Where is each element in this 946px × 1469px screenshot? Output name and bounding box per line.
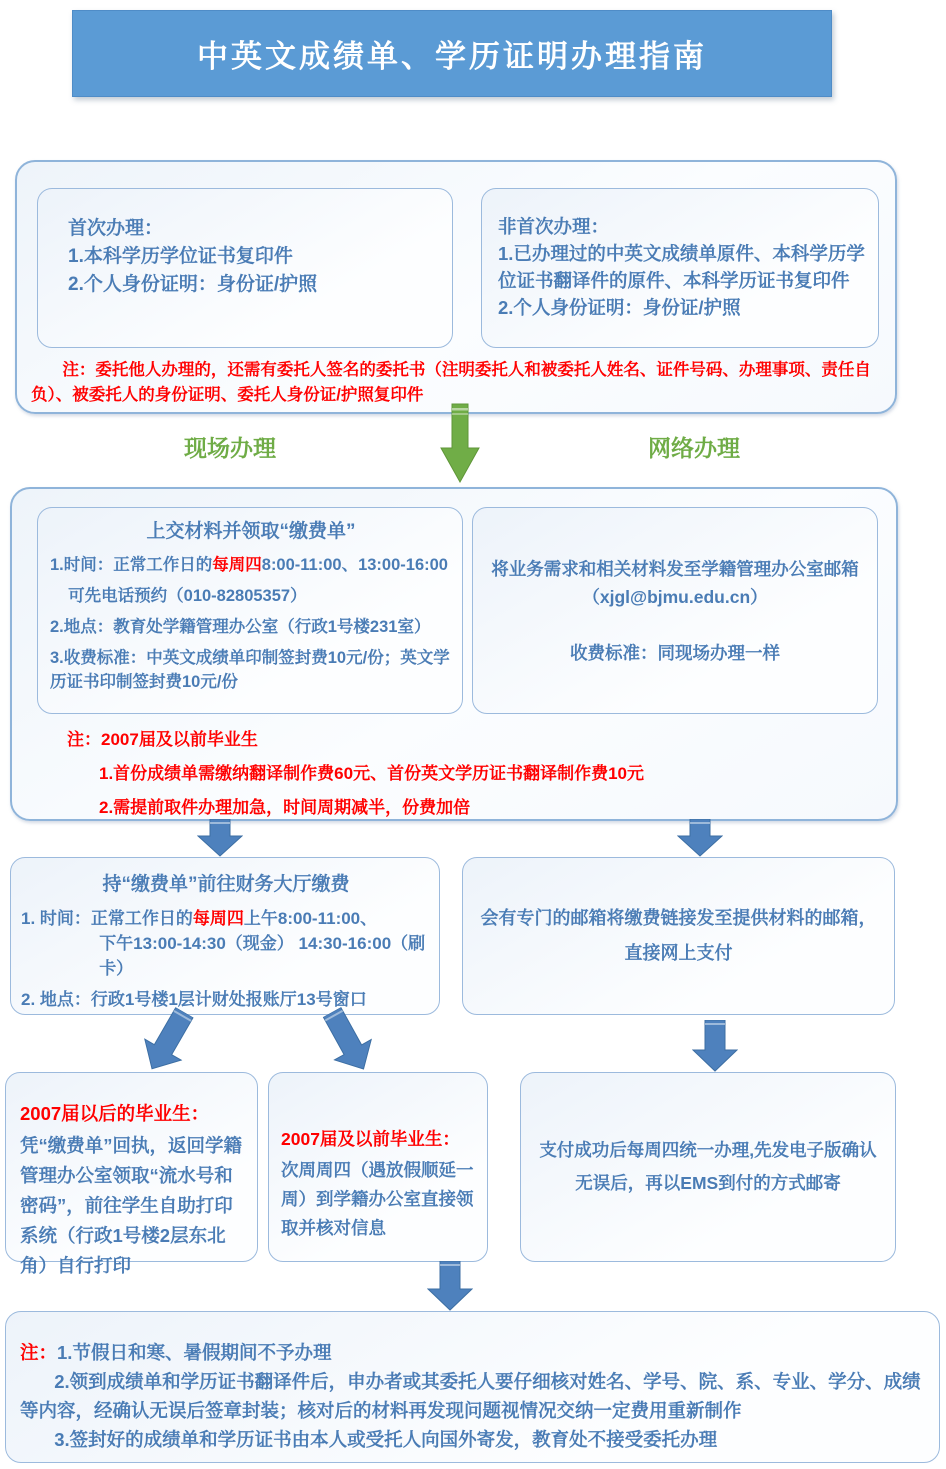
before2007-box: [268, 1072, 488, 1262]
onsite-submit-box: [37, 507, 463, 714]
thursday-highlight: 每周四: [192, 909, 244, 928]
online-submit-line1: 将业务需求和相关材料发至学籍管理办公室邮箱: [491, 558, 859, 579]
online-payment-line1: 会有专门的邮箱将缴费链接发至提供材料的邮箱，: [480, 908, 877, 928]
onsite-submit-time: 1.时间：正常工作日的每周四8:00-11:00、13:00-16:00: [50, 556, 448, 574]
first-time-item-1: 1.本科学历学位证书复印件: [68, 246, 293, 267]
pre2007-note-title: 注：2007届及以前毕业生: [67, 730, 258, 749]
footer-note-3: 3.签封好的成绩单和学历证书由本人或受托人向国外寄发，教育处不接受委托办理: [54, 1429, 718, 1450]
page-title-banner: [72, 10, 832, 97]
thursday-highlight: 每周四: [212, 556, 262, 574]
first-time-item-2: 2.个人身份证明：身份证/护照: [68, 274, 318, 295]
online-payment-line2: 直接网上支付: [624, 943, 733, 963]
after2007-box: [5, 1072, 258, 1276]
onsite-submit-phone: 可先电话预约（010-82805357）: [68, 587, 307, 605]
online-branch-label: 网络办理: [648, 435, 740, 461]
online-submit-email: （xjgl@bjmu.edu.cn）: [582, 586, 768, 607]
down-arrow-onsite-icon: [197, 819, 243, 857]
online-submit-fee: 收费标准：同现场办理一样: [570, 642, 780, 663]
pre2007-note-2: 2.需提前取件办理加急，时间周期减半，份费加倍: [99, 798, 471, 817]
down-arrow-bottom-icon: [427, 1261, 473, 1311]
repeat-title: 非首次办理：: [498, 216, 610, 237]
pre2007-notes: [67, 729, 644, 831]
down-arrow-green-icon: [440, 403, 480, 483]
first-time-title: 首次办理：: [68, 218, 164, 239]
repeat-item-2: 2.个人身份证明：身份证/护照: [498, 297, 741, 318]
before2007-body: 次周周四（遇放假顺延一周）到学籍办公室直接领取并核对信息: [281, 1160, 474, 1238]
footer-note-2: 2.领到成绩单和学历证书翻译件后，申办者或其委托人要仔细核对姓名、学号、院、系、专业、学分、成绩等内容，经确认无误后签章封装；核对后的材料再发现问题视情况交纳一定费用重新制作: [20, 1371, 921, 1421]
onsite-payment-box: [10, 857, 440, 1015]
submit-section: [10, 487, 898, 821]
pre2007-note-1: 1.首份成绩单需缴纳翻译制作费60元、首份英文学历证书翻译制作费10元: [99, 764, 644, 783]
repeat-box: [481, 188, 879, 348]
first-time-box: [37, 188, 453, 348]
onsite-submit-title: 上交材料并领取“缴费单”: [146, 521, 356, 542]
onsite-submit-fee: 3.收费标准：中英文成绩单印制签封费10元/份；英文学历证书印制签封费10元/份: [50, 649, 450, 691]
online-payment-box: [462, 857, 895, 1015]
onsite-payment-time: 1. 时间：正常工作日的每周四上午8:00-11:00、: [21, 909, 378, 928]
after2007-heading: 2007届以后的毕业生：: [20, 1103, 210, 1124]
online-delivery-line1: 支付成功后每周四统一办理,先发电子版确认: [539, 1140, 877, 1160]
onsite-payment-time2: 下午13:00-14:30（现金） 14:30-16:00（刷卡）: [99, 934, 426, 978]
repeat-item-1: 1.已办理过的中英文成绩单原件、本科学历学位证书翻译件的原件、本科学历证书复印件: [498, 243, 865, 291]
delegation-note: 注：委托他人办理的，还需有委托人签名的委托书（注明委托人和被委托人姓名、证件号码、办理事项、责任自负）、被委托人的身份证明、委托人身份证/护照复印件: [31, 361, 871, 404]
materials-section: [15, 160, 897, 414]
before2007-heading: 2007届及以前毕业生：: [281, 1129, 460, 1149]
down-arrow-online2-icon: [692, 1020, 738, 1072]
page-title: 中英文成绩单、学历证明办理指南: [197, 39, 707, 74]
down-arrow-online-icon: [677, 819, 723, 857]
online-delivery-box: [520, 1072, 896, 1262]
footer-note-1: 注：1.节假日和寒、暑假期间不予办理: [20, 1342, 332, 1363]
online-submit-box: [472, 507, 878, 714]
footer-notes-box: [5, 1311, 940, 1463]
onsite-payment-title: 持“缴费单”前往财务大厅缴费: [102, 874, 350, 895]
after2007-body: 凭“缴费单”回执，返回学籍管理办公室领取“流水号和密码”，前往学生自助打印系统（行政1号楼2层东北角）自行打印: [20, 1135, 243, 1276]
onsite-submit-place: 2.地点：教育处学籍管理办公室（行政1号楼231室）: [50, 618, 431, 636]
onsite-payment-place: 2. 地点：行政1号楼1层计财处报账厅13号窗口: [21, 990, 367, 1009]
note-label: 注：: [20, 1342, 58, 1363]
online-delivery-line2: 无误后，再以EMS到付的方式邮寄: [575, 1173, 841, 1193]
onsite-branch-label: 现场办理: [184, 435, 276, 461]
